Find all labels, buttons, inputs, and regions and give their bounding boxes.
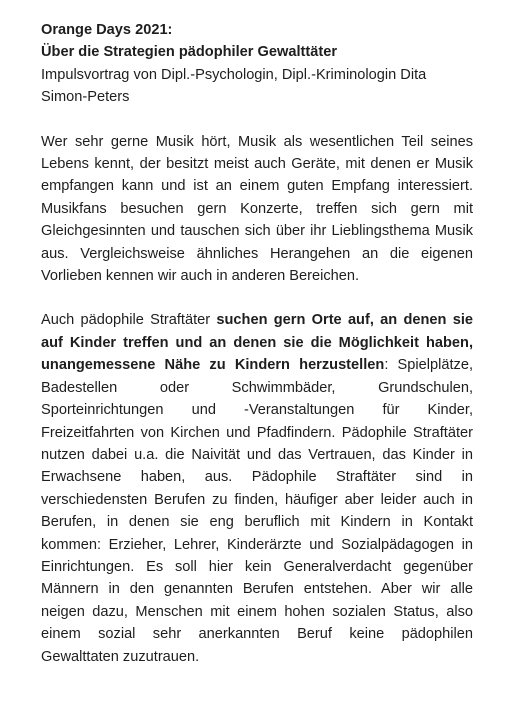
title-line-1: Orange Days 2021: (41, 22, 173, 38)
paragraph-2-rest: : Spielplätze, Badestellen oder Schwimmbäder, Grundschulen, Sporteinrichtungen und -Veranstaltungen für Kinder, Freizeitfahrten von Kirchen und Pfadfindern. Pädophile Straftäter nutzen dabei u.a. die Naivität und das Vertrauen, das Kinder in Erwachsene haben, aus. Pädophile Straftäter sind in verschiedensten Berufen zu finden, häufiger aber leider auch in Berufen, in denen sie eng beruflich mit Kindern in Kontakt kommen: Erzieher, Lehrer, Kinderärzte und Sozialpädagogen in Einrichtungen. Es soll hier kein Generalverdacht gegenüber Männern in den genannten Berufen entstehen. Aber wir alle neigen dazu, Menschen mit einem hohen sozialen Status, also einem sozial sehr anerkannten Beruf keine pädophilen Gewalttaten zuzutrauen. (41, 357, 474, 665)
paragraph-2-intro: Auch pädophile Straftäter (41, 312, 217, 329)
paragraph-2-emphasis: suchen gern Orte auf, an denen sie auf Kinder treffen und an denen sie die Möglichkeit haben, unangemessene Nähe zu Kindern herzustellen (41, 312, 473, 374)
title-line-2: Über die Strategien pädophiler Gewalttäter (41, 44, 337, 61)
subtitle: Impulsvortrag von Dipl.-Psychologin, Dipl.-Kriminologin Dita Simon-Peters (41, 66, 427, 106)
paragraph-1: Wer sehr gerne Musik hört, Musik als wesentlichen Teil seines Lebens kennt, der besitzt meist auch Geräte, mit denen er Musik empfangen kann und ist an einem guten Empfang interessiert. Musikfans besuchen gern Konzerte, treffen sich gern mit Gleichgesinnten und tauschen sich über ihr Lieblingsthema Musik aus. Vergleichsweise ähnliches Herangehen an die eigenen Vorlieben kennen wir auch in anderen Bereichen. (41, 133, 473, 285)
paragraph-2 (41, 309, 473, 668)
document-header (41, 19, 473, 109)
